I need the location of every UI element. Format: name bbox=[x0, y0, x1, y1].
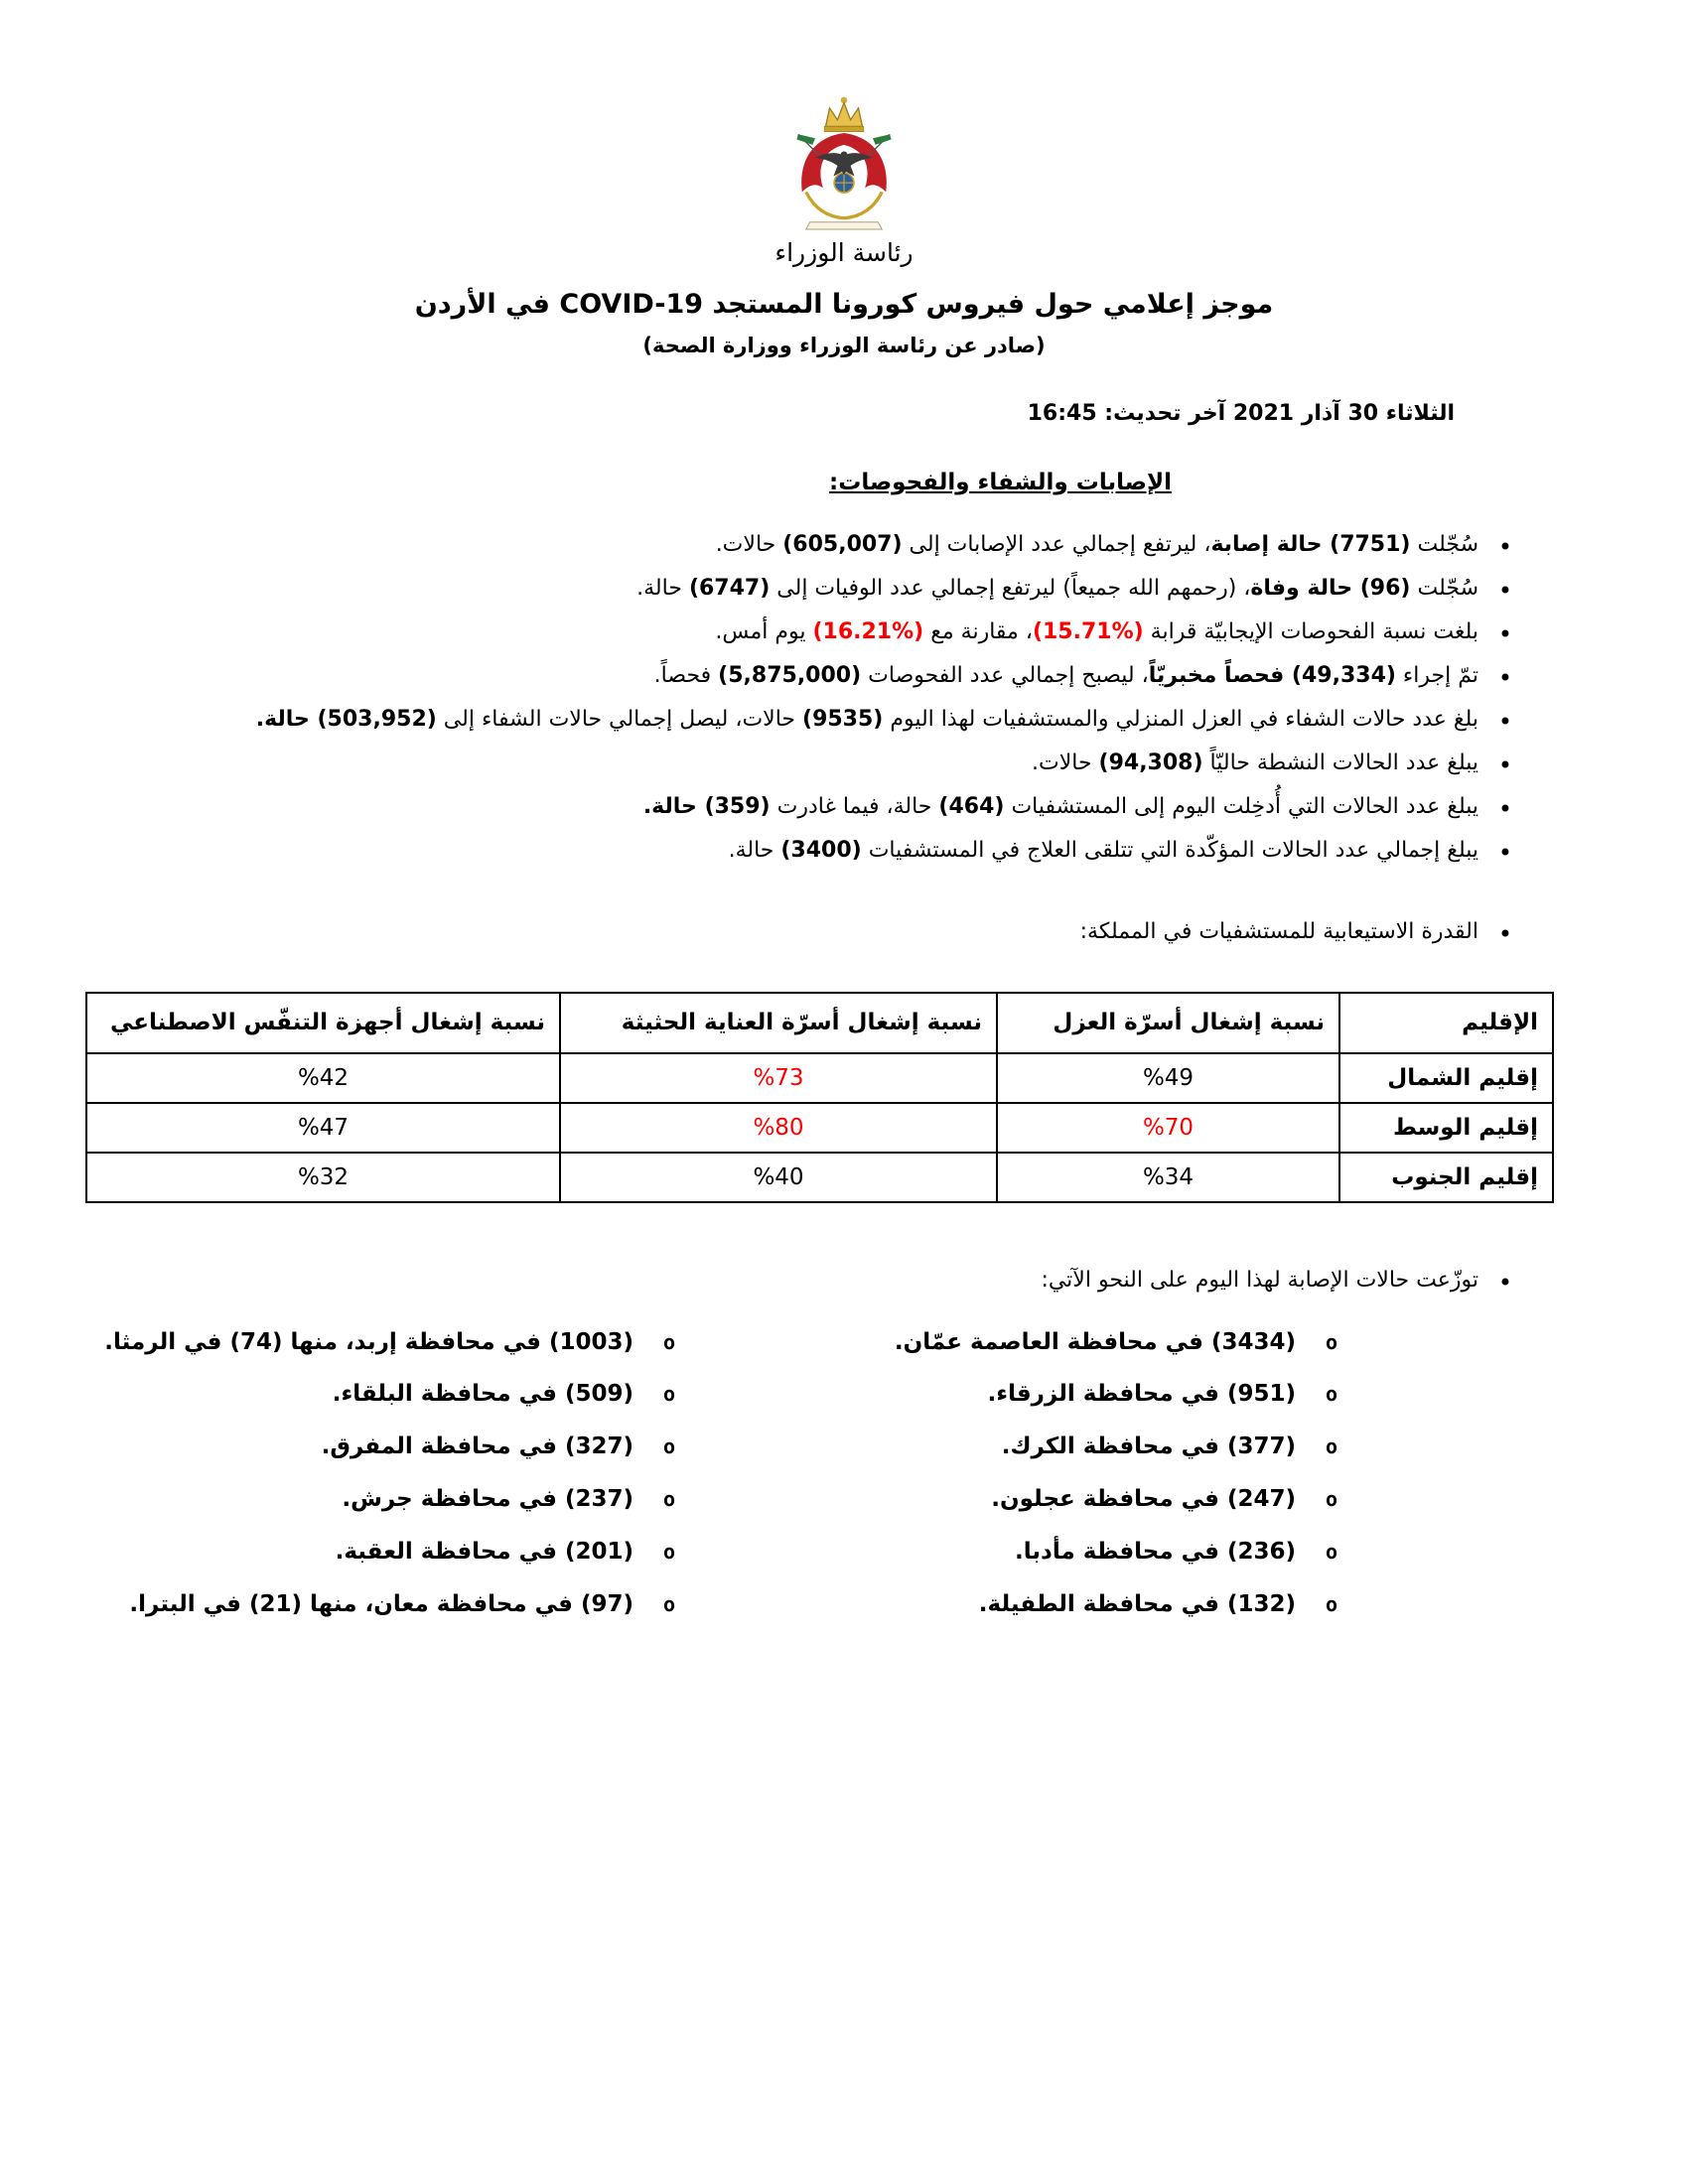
text-segment: حالات. bbox=[715, 532, 783, 557]
bullet-distribution-heading bbox=[94, 1259, 1514, 1302]
logo-caption: رئاسة الوزراء bbox=[774, 238, 914, 267]
bullet-marker: • bbox=[1497, 839, 1512, 867]
distribution-column-left bbox=[60, 1316, 860, 1631]
dist-item-text: (201) في محافظة العقبة. bbox=[335, 1539, 633, 1566]
dist-item-text: (237) في محافظة جرش. bbox=[342, 1486, 633, 1513]
dist-item-text: (951) في محافظة الزرقاء. bbox=[987, 1381, 1296, 1408]
document-title: موجز إعلامي حول فيروس كورونا المستجد COVID-19 في الأردن bbox=[414, 289, 1274, 320]
text-segment: ، مقارنة مع bbox=[923, 619, 1033, 644]
value-total-tests: (5,875,000) bbox=[718, 663, 862, 688]
cell-north-icu: %73 bbox=[560, 1053, 997, 1103]
circle-marker: o bbox=[1325, 1540, 1337, 1565]
bullet-marker: • bbox=[1497, 920, 1512, 948]
dist-item-text: (327) في محافظة المفرق. bbox=[321, 1433, 633, 1460]
table-row-south bbox=[86, 1153, 1553, 1202]
cell-south-isolation: %34 bbox=[997, 1153, 1339, 1202]
value-total-deaths: (6747) bbox=[688, 576, 771, 601]
dist-item-irbid bbox=[60, 1316, 860, 1369]
bullet-marker: • bbox=[1497, 577, 1512, 605]
dist-item-ajloun bbox=[860, 1473, 1599, 1526]
jordan-coat-of-arms-logo bbox=[0, 91, 1688, 236]
text-segment: حالات. bbox=[1031, 751, 1099, 775]
value-admitted: (464) bbox=[938, 794, 1005, 819]
text-segment: تمّ إجراء bbox=[1395, 663, 1478, 688]
cell-north-isolation: %49 bbox=[997, 1053, 1339, 1103]
bullet-active-cases bbox=[94, 742, 1514, 785]
bullet-infections bbox=[94, 523, 1514, 567]
document-header bbox=[0, 0, 1688, 357]
cell-center-ventilators: %47 bbox=[86, 1103, 560, 1153]
text-segment: ، ليصبح إجمالي عدد الفحوصات bbox=[861, 663, 1149, 688]
cell-north-ventilators: %42 bbox=[86, 1053, 560, 1103]
value-new-cases: (7751) bbox=[1330, 532, 1411, 557]
bullet-marker: • bbox=[1497, 533, 1512, 561]
dist-item-aqaba bbox=[60, 1526, 860, 1578]
bullet-in-hospital bbox=[94, 829, 1514, 873]
bullet-capacity-intro bbox=[94, 910, 1514, 954]
circle-marker: o bbox=[662, 1434, 675, 1459]
circle-marker: o bbox=[1325, 1591, 1337, 1616]
dist-item-text: (377) في محافظة الكرك. bbox=[1001, 1433, 1296, 1460]
text-segment: يوم أمس. bbox=[715, 619, 813, 644]
table-header-icu: نسبة إشغال أسرّة العناية الحثيثة bbox=[560, 993, 997, 1053]
text-segment: حالة. bbox=[728, 838, 781, 863]
dist-item-madaba bbox=[860, 1526, 1599, 1578]
text-segment: فحصاً مخبريّاً bbox=[1148, 663, 1292, 688]
cell-south-icu: %40 bbox=[560, 1153, 997, 1202]
text-segment: حالة. bbox=[255, 707, 318, 732]
circle-marker: o bbox=[1325, 1434, 1337, 1459]
bullet-hospital-admissions bbox=[94, 785, 1514, 829]
circle-marker: o bbox=[1325, 1329, 1337, 1354]
cell-center-icu: %80 bbox=[560, 1103, 997, 1153]
text-segment: سُجّلت bbox=[1410, 576, 1478, 601]
value-discharged: (359) bbox=[704, 794, 771, 819]
bullet-deaths bbox=[94, 567, 1514, 611]
table-row-north bbox=[86, 1053, 1553, 1103]
bullet-marker: • bbox=[1497, 620, 1512, 648]
text-segment: ، (رحمهم الله جميعاً) ليرتفع إجمالي عدد الوفيات إلى bbox=[770, 576, 1251, 601]
dist-item-zarqa bbox=[860, 1368, 1599, 1421]
cell-south-region: إقليم الجنوب bbox=[1339, 1153, 1553, 1202]
bullet-recoveries bbox=[94, 698, 1514, 742]
circle-marker: o bbox=[662, 1329, 675, 1354]
dist-item-text: (509) في محافظة البلقاء. bbox=[332, 1381, 633, 1408]
text-segment: بلغ عدد حالات الشفاء في العزل المنزلي والمستشفيات لهذا اليوم bbox=[883, 707, 1478, 732]
circle-marker: o bbox=[662, 1591, 675, 1616]
cell-center-isolation: %70 bbox=[997, 1103, 1339, 1153]
text-segment: حالة. bbox=[642, 794, 705, 819]
value-new-tests: (49,334) bbox=[1291, 663, 1396, 688]
text-segment: حالات، ليصل إجمالي حالات الشفاء إلى bbox=[436, 707, 803, 732]
text-segment: حالة وفاة bbox=[1250, 576, 1360, 601]
table-header-ventilators: نسبة إشغال أجهزة التنفّس الاصطناعي bbox=[86, 993, 560, 1053]
bullet-marker: • bbox=[1497, 1268, 1512, 1297]
value-active-cases: (94,308) bbox=[1098, 751, 1203, 775]
document-subtitle: (صادر عن رئاسة الوزراء ووزارة الصحة) bbox=[642, 334, 1046, 357]
circle-marker: o bbox=[662, 1382, 675, 1407]
distribution-columns bbox=[60, 1316, 1599, 1631]
text-segment: حالة إصابة bbox=[1210, 532, 1331, 557]
cell-south-ventilators: %32 bbox=[86, 1153, 560, 1202]
circle-marker: o bbox=[1325, 1487, 1337, 1512]
dist-item-mafraq bbox=[60, 1421, 860, 1473]
value-total-recoveries: (503,952) bbox=[317, 707, 437, 732]
dist-item-text: (97) في محافظة معان، منها (21) في البترا. bbox=[129, 1590, 633, 1617]
coat-of-arms-icon bbox=[778, 91, 910, 232]
dist-item-text: (1003) في محافظة إربد، منها (74) في الرمثا. bbox=[104, 1328, 633, 1355]
cell-north-region: إقليم الشمال bbox=[1339, 1053, 1553, 1103]
distribution-heading: توزّعت حالات الإصابة لهذا اليوم على النحو الآتي: bbox=[1041, 1267, 1478, 1293]
text-segment: يبلغ عدد الحالات النشطة حاليّاً bbox=[1202, 751, 1478, 775]
table-row-center bbox=[86, 1103, 1553, 1153]
bullet-marker: • bbox=[1497, 708, 1512, 736]
dist-item-amman bbox=[860, 1316, 1599, 1369]
dist-item-text: (236) في محافظة مأدبا. bbox=[1015, 1539, 1296, 1566]
dist-item-karak bbox=[860, 1421, 1599, 1473]
text-segment: سُجّلت bbox=[1410, 532, 1478, 557]
value-new-recoveries: (9535) bbox=[802, 707, 884, 732]
circle-marker: o bbox=[1325, 1382, 1337, 1407]
text-segment: يبلغ إجمالي عدد الحالات المؤكّدة التي تتلقى العلاج في المستشفيات bbox=[861, 838, 1478, 863]
dist-item-tafileh bbox=[860, 1578, 1599, 1631]
bullet-marker: • bbox=[1497, 795, 1512, 823]
value-in-hospital: (3400) bbox=[780, 838, 862, 863]
section-heading: الإصابات والشفاء والفحوصات: bbox=[829, 470, 1172, 495]
table-header-row bbox=[86, 993, 1553, 1053]
stats-bullet-list bbox=[94, 523, 1514, 954]
value-new-deaths: (96) bbox=[1359, 576, 1411, 601]
bullet-tests bbox=[94, 654, 1514, 698]
circle-marker: o bbox=[662, 1540, 675, 1565]
table-header-isolation: نسبة إشغال أسرّة العزل bbox=[997, 993, 1339, 1053]
table-header-region: الإقليم bbox=[1339, 993, 1553, 1053]
hospital-capacity-table bbox=[85, 992, 1554, 1203]
bullet-positivity bbox=[94, 611, 1514, 654]
distribution-heading-list bbox=[94, 1259, 1514, 1302]
circle-marker: o bbox=[662, 1487, 675, 1512]
value-positivity-today: (15.71%) bbox=[1032, 619, 1144, 644]
dist-item-text: (132) في محافظة الطفيلة. bbox=[978, 1590, 1296, 1617]
dist-item-maan bbox=[60, 1578, 860, 1631]
date-line: الثلاثاء 30 آذار 2021 آخر تحديث: 16:45 bbox=[1027, 401, 1455, 426]
cell-center-region: إقليم الوسط bbox=[1339, 1103, 1553, 1153]
text-segment: حالة، فيما غادرت bbox=[770, 794, 939, 819]
text-segment: بلغت نسبة الفحوصات الإيجابيّة قرابة bbox=[1143, 619, 1478, 644]
distribution-column-right bbox=[860, 1316, 1599, 1631]
value-positivity-yesterday: (16.21%) bbox=[812, 619, 924, 644]
dist-item-text: (247) في محافظة عجلون. bbox=[991, 1486, 1296, 1513]
dist-item-jerash bbox=[60, 1473, 860, 1526]
text-segment: ، ليرتفع إجمالي عدد الإصابات إلى bbox=[902, 532, 1211, 557]
text-segment: حالة. bbox=[636, 576, 689, 601]
text-segment: يبلغ عدد الحالات التي أُدخِلت اليوم إلى المستشفيات bbox=[1004, 794, 1478, 819]
text-segment: فحصاً. bbox=[653, 663, 719, 688]
dist-item-balqa bbox=[60, 1368, 860, 1421]
bullet-marker: • bbox=[1497, 751, 1512, 779]
text-segment: القدرة الاستيعابية للمستشفيات في المملكة: bbox=[1079, 919, 1478, 944]
bullet-marker: • bbox=[1497, 664, 1512, 692]
value-total-cases: (605,007) bbox=[782, 532, 903, 557]
dist-item-text: (3434) في محافظة العاصمة عمّان. bbox=[894, 1328, 1296, 1355]
